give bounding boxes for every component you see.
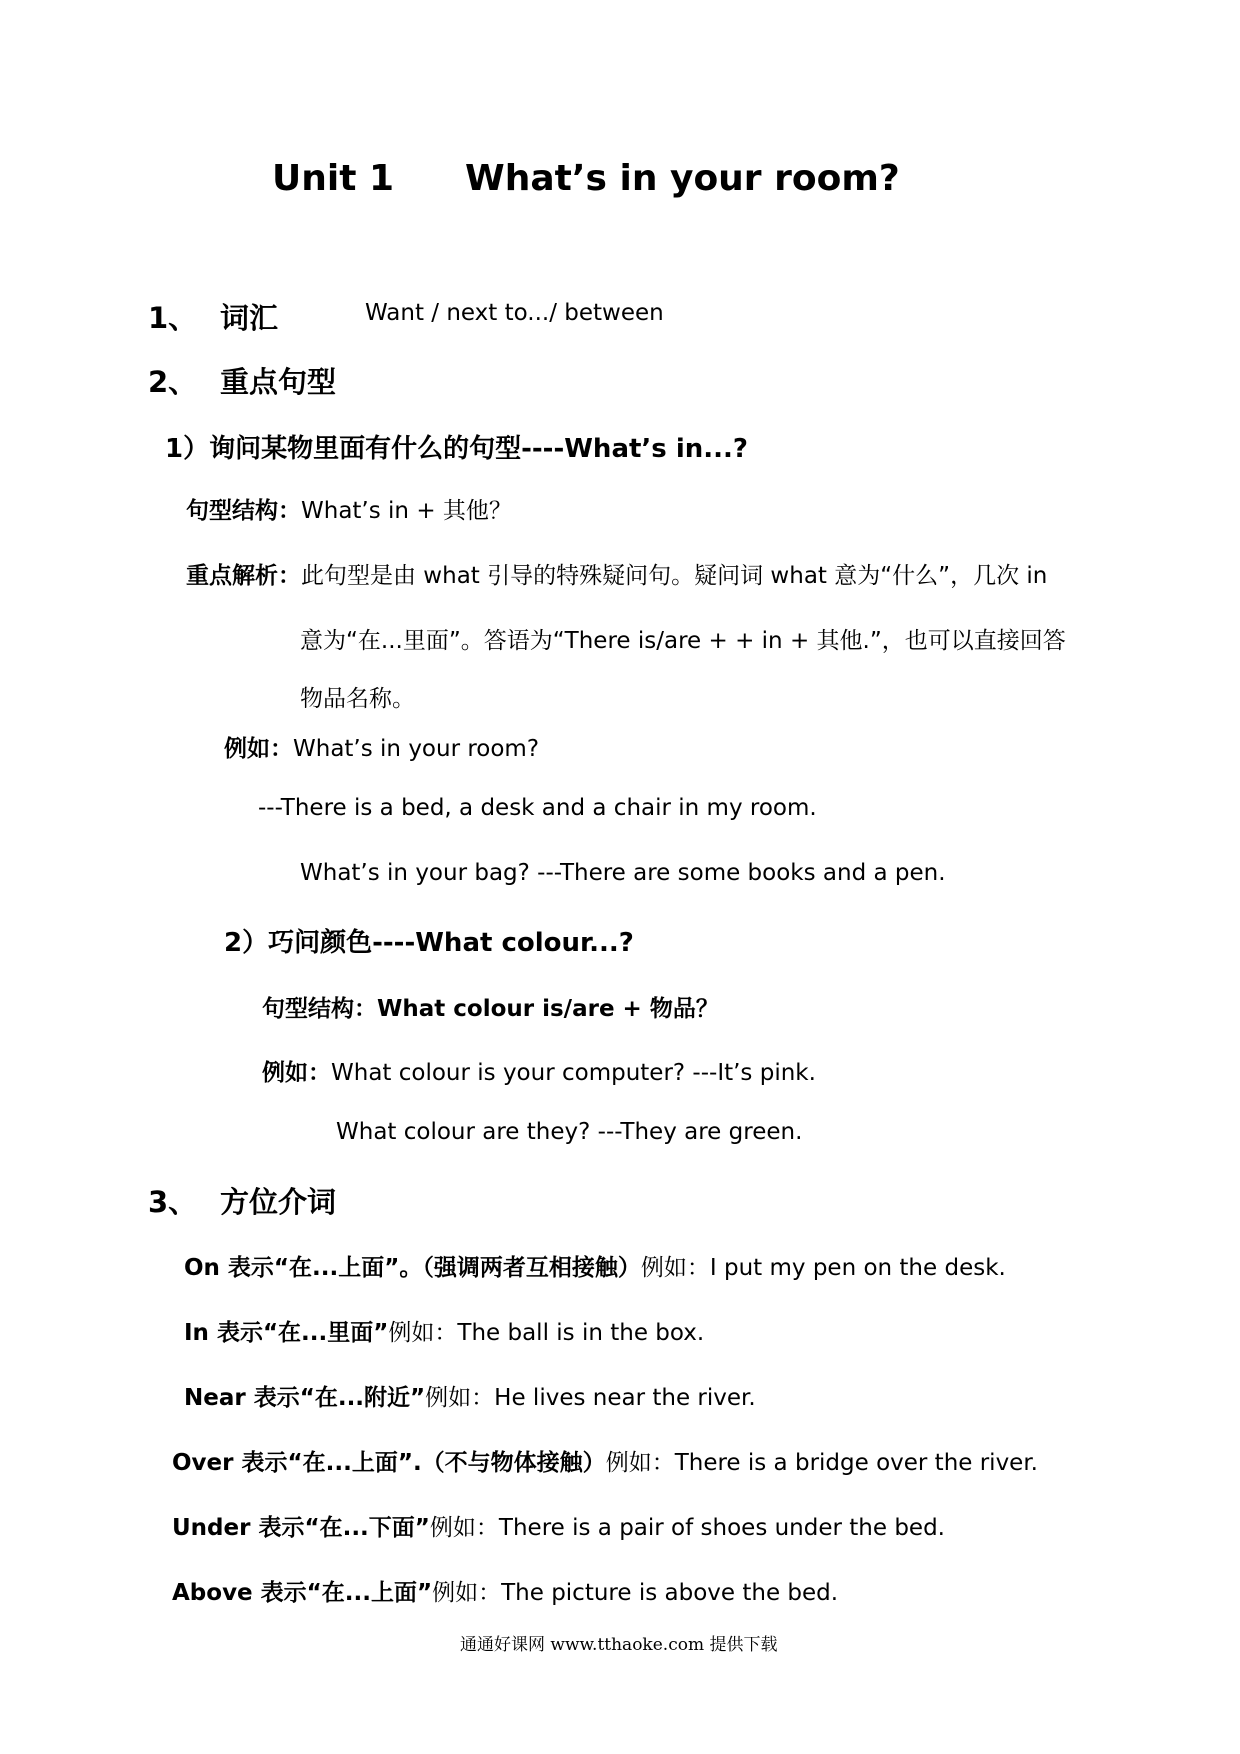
preposition-over bbox=[172, 1444, 1038, 1477]
preposition-example: 例如：There is a pair of shoes under the bed. bbox=[429, 1515, 945, 1541]
preposition-example: 例如：He lives near the river. bbox=[425, 1385, 756, 1411]
unit-number: Unit 1 bbox=[272, 158, 394, 199]
preposition-word: Over 表示“在...上面”.（不与物体接触） bbox=[172, 1450, 606, 1476]
preposition-example: 例如：The picture is above the bed. bbox=[432, 1580, 839, 1606]
example-answer-1: ---There is a bed, a desk and a chair in my room. bbox=[258, 795, 817, 821]
analysis-line-2: 意为“在...里面”。答语为“There is/are + + in + 其他.”，也可以直接回答 bbox=[300, 628, 1066, 654]
analysis-line-1 bbox=[186, 557, 1047, 590]
page-title: What’s in your room? bbox=[465, 158, 900, 199]
section-3-number: 3、 bbox=[148, 1185, 198, 1219]
section-3-label: 方位介词 bbox=[220, 1185, 337, 1219]
footer-text: 通通好课网 www.tthaoke.com 提供下载 bbox=[460, 1635, 778, 1655]
preposition-word: In 表示“在...里面” bbox=[184, 1320, 389, 1346]
example-label-2: 例如： bbox=[262, 1060, 331, 1086]
example-line-2 bbox=[262, 1054, 816, 1087]
section-1-label: 词汇 bbox=[220, 301, 279, 335]
structure-line-2: 句型结构：What colour is/are + 物品？ bbox=[262, 996, 719, 1022]
preposition-word: Near 表示“在...附近” bbox=[184, 1385, 426, 1411]
example-question-1: What’s in your room? bbox=[293, 736, 540, 762]
preposition-word: Under 表示“在...下面” bbox=[172, 1515, 430, 1541]
preposition-example: 例如：There is a bridge over the river. bbox=[605, 1450, 1038, 1476]
example-label: 例如： bbox=[224, 736, 293, 762]
preposition-under bbox=[172, 1509, 945, 1542]
structure-line-1 bbox=[186, 492, 512, 525]
preposition-in bbox=[184, 1314, 704, 1347]
preposition-word: On 表示“在...上面”。（强调两者互相接触） bbox=[184, 1255, 641, 1281]
section-1-number: 1、 bbox=[148, 301, 198, 335]
preposition-word: Above 表示“在...上面” bbox=[172, 1580, 433, 1606]
structure-label: 句型结构： bbox=[186, 498, 301, 524]
vocabulary-list: Want / next to.../ between bbox=[365, 300, 664, 326]
colour-example-1: What colour is your computer? ---It’s pink. bbox=[331, 1060, 816, 1086]
colour-example-2: What colour are they? ---They are green. bbox=[336, 1119, 803, 1145]
preposition-example: 例如：The ball is in the box. bbox=[388, 1320, 705, 1346]
preposition-on bbox=[184, 1249, 1006, 1282]
analysis-text-1: 此句型是由 what 引导的特殊疑问句。疑问词 what 意为“什么”，几次 in bbox=[301, 563, 1048, 589]
example-qa-2: What’s in your bag? ---There are some books and a pen. bbox=[300, 860, 946, 886]
preposition-example: 例如：I put my pen on the desk. bbox=[640, 1255, 1006, 1281]
analysis-label: 重点解析： bbox=[186, 563, 301, 589]
subsection-2-heading: 2）巧问颜色----What colour...? bbox=[224, 928, 634, 958]
subsection-1-heading: 1）询问某物里面有什么的句型----What’s in...? bbox=[165, 434, 748, 464]
section-2-label: 重点句型 bbox=[220, 365, 337, 399]
example-line-1 bbox=[224, 730, 539, 763]
preposition-above bbox=[172, 1574, 838, 1607]
preposition-near bbox=[184, 1379, 756, 1412]
section-2-number: 2、 bbox=[148, 365, 198, 399]
analysis-line-3: 物品名称。 bbox=[300, 686, 415, 712]
structure-text: What’s in + 其他？ bbox=[301, 498, 512, 524]
